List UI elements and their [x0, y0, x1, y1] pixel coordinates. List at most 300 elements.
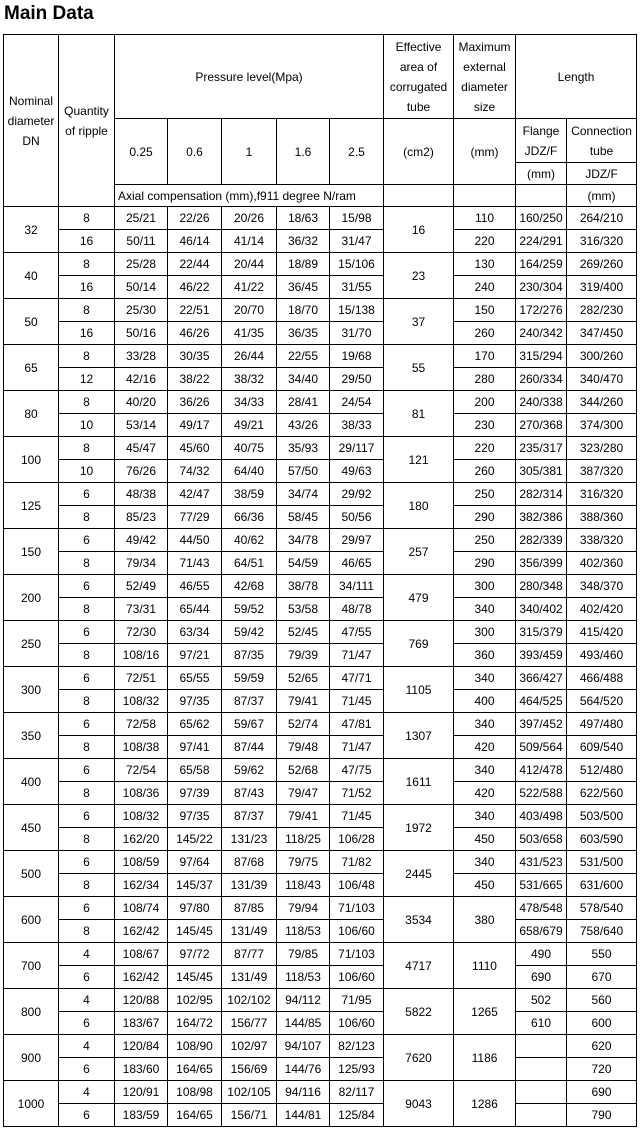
header-connection-tube-model: JDZ/F	[567, 163, 637, 185]
axial-compensation-cell: 144/81	[277, 1104, 330, 1127]
effective-area-cell: 5822	[384, 989, 454, 1035]
flange-length-cell: 270/368	[516, 414, 567, 437]
header-quantity-of-ripple: Quantity of ripple	[59, 35, 115, 207]
ripple-quantity-cell: 6	[59, 621, 115, 644]
axial-compensation-cell: 162/34	[115, 874, 168, 897]
axial-compensation-cell: 22/51	[168, 299, 222, 322]
axial-compensation-cell: 79/39	[277, 644, 330, 667]
header-blank	[384, 185, 454, 207]
axial-compensation-cell: 164/72	[168, 1012, 222, 1035]
axial-compensation-cell: 65/62	[168, 713, 222, 736]
table-row	[4, 483, 637, 506]
axial-compensation-cell: 31/70	[330, 322, 384, 345]
axial-compensation-cell: 46/22	[168, 276, 222, 299]
table-row	[4, 805, 637, 828]
axial-compensation-cell: 156/77	[222, 1012, 277, 1035]
axial-compensation-cell: 40/75	[222, 437, 277, 460]
pressure-level-header-0: 0.25	[115, 119, 168, 185]
nominal-diameter-cell: 600	[4, 897, 59, 943]
effective-area-cell: 1611	[384, 759, 454, 805]
effective-area-cell: 1972	[384, 805, 454, 851]
axial-compensation-cell: 108/16	[115, 644, 168, 667]
axial-compensation-cell: 156/69	[222, 1058, 277, 1081]
nominal-diameter-cell: 40	[4, 253, 59, 299]
axial-compensation-cell: 20/70	[222, 299, 277, 322]
flange-length-cell: 393/459	[516, 644, 567, 667]
max-diameter-cell: 240	[454, 276, 516, 299]
effective-area-cell: 23	[384, 253, 454, 299]
max-diameter-cell: 250	[454, 483, 516, 506]
axial-compensation-cell: 41/14	[222, 230, 277, 253]
axial-compensation-cell: 45/47	[115, 437, 168, 460]
axial-compensation-cell: 15/106	[330, 253, 384, 276]
connection-tube-length-cell: 497/480	[567, 713, 637, 736]
connection-tube-length-cell: 790	[567, 1104, 637, 1127]
axial-compensation-cell: 183/59	[115, 1104, 168, 1127]
header-length: Length	[516, 35, 637, 119]
flange-length-cell: 412/478	[516, 759, 567, 782]
axial-compensation-cell: 97/35	[168, 805, 222, 828]
axial-compensation-cell: 108/67	[115, 943, 168, 966]
flange-length-cell: 282/314	[516, 483, 567, 506]
axial-compensation-cell: 48/38	[115, 483, 168, 506]
axial-compensation-cell: 46/65	[330, 552, 384, 575]
axial-compensation-cell: 183/60	[115, 1058, 168, 1081]
axial-compensation-cell: 65/55	[168, 667, 222, 690]
ripple-quantity-cell: 8	[59, 690, 115, 713]
header-effective-area: Effective area of corrugated tube	[384, 35, 454, 119]
connection-tube-length-cell: 374/300	[567, 414, 637, 437]
connection-tube-length-cell: 670	[567, 966, 637, 989]
connection-tube-length-cell: 316/320	[567, 483, 637, 506]
axial-compensation-cell: 41/35	[222, 322, 277, 345]
axial-compensation-cell: 15/98	[330, 207, 384, 230]
flange-length-cell: 531/665	[516, 874, 567, 897]
effective-area-cell: 37	[384, 299, 454, 345]
table-header	[4, 35, 637, 207]
axial-compensation-cell: 108/74	[115, 897, 168, 920]
max-diameter-cell: 340	[454, 851, 516, 874]
axial-compensation-cell: 145/45	[168, 966, 222, 989]
axial-compensation-cell: 38/59	[222, 483, 277, 506]
axial-compensation-cell: 118/25	[277, 828, 330, 851]
header-max-external-diameter: Maximum external diameter size	[454, 35, 516, 119]
axial-compensation-cell: 52/65	[277, 667, 330, 690]
table-row	[4, 414, 637, 437]
flange-length-cell: 340/402	[516, 598, 567, 621]
axial-compensation-cell: 52/68	[277, 759, 330, 782]
header-connection-tube-unit: (mm)	[567, 185, 637, 207]
ripple-quantity-cell: 6	[59, 1058, 115, 1081]
axial-compensation-cell: 44/50	[168, 529, 222, 552]
table-row	[4, 276, 637, 299]
axial-compensation-cell: 42/47	[168, 483, 222, 506]
nominal-diameter-cell: 350	[4, 713, 59, 759]
ripple-quantity-cell: 8	[59, 345, 115, 368]
effective-area-cell: 3534	[384, 897, 454, 943]
flange-length-cell	[516, 1058, 567, 1081]
axial-compensation-cell: 22/26	[168, 207, 222, 230]
max-diameter-cell: 280	[454, 368, 516, 391]
axial-compensation-cell: 108/90	[168, 1035, 222, 1058]
connection-tube-length-cell: 319/400	[567, 276, 637, 299]
ripple-quantity-cell: 16	[59, 230, 115, 253]
axial-compensation-cell: 33/28	[115, 345, 168, 368]
axial-compensation-cell: 145/37	[168, 874, 222, 897]
flange-length-cell: 478/548	[516, 897, 567, 920]
ripple-quantity-cell: 8	[59, 253, 115, 276]
max-diameter-cell: 260	[454, 322, 516, 345]
table-row	[4, 621, 637, 644]
max-diameter-cell: 130	[454, 253, 516, 276]
flange-length-cell: 172/276	[516, 299, 567, 322]
axial-compensation-cell: 29/50	[330, 368, 384, 391]
axial-compensation-cell: 120/91	[115, 1081, 168, 1104]
axial-compensation-cell: 106/28	[330, 828, 384, 851]
effective-area-cell: 180	[384, 483, 454, 529]
axial-compensation-cell: 57/50	[277, 460, 330, 483]
axial-compensation-cell: 18/89	[277, 253, 330, 276]
axial-compensation-cell: 164/65	[168, 1058, 222, 1081]
axial-compensation-cell: 52/74	[277, 713, 330, 736]
axial-compensation-cell: 87/35	[222, 644, 277, 667]
connection-tube-length-cell: 550	[567, 943, 637, 966]
flange-length-cell: 610	[516, 1012, 567, 1035]
axial-compensation-cell: 42/16	[115, 368, 168, 391]
axial-compensation-cell: 97/21	[168, 644, 222, 667]
nominal-diameter-cell: 125	[4, 483, 59, 529]
axial-compensation-cell: 45/60	[168, 437, 222, 460]
table-row	[4, 529, 637, 552]
axial-compensation-cell: 108/38	[115, 736, 168, 759]
axial-compensation-cell: 97/39	[168, 782, 222, 805]
table-row	[4, 690, 637, 713]
axial-compensation-cell: 25/28	[115, 253, 168, 276]
ripple-quantity-cell: 6	[59, 713, 115, 736]
max-diameter-cell: 230	[454, 414, 516, 437]
axial-compensation-cell: 144/85	[277, 1012, 330, 1035]
axial-compensation-cell: 38/32	[222, 368, 277, 391]
table-row	[4, 1081, 637, 1104]
axial-compensation-cell: 34/74	[277, 483, 330, 506]
axial-compensation-cell: 34/40	[277, 368, 330, 391]
max-diameter-cell: 300	[454, 621, 516, 644]
axial-compensation-cell: 49/17	[168, 414, 222, 437]
axial-compensation-cell: 94/107	[277, 1035, 330, 1058]
max-diameter-cell: 340	[454, 805, 516, 828]
connection-tube-length-cell: 340/470	[567, 368, 637, 391]
ripple-quantity-cell: 6	[59, 897, 115, 920]
axial-compensation-cell: 144/76	[277, 1058, 330, 1081]
header-flange: Flange JDZ/F	[516, 119, 567, 163]
table-row	[4, 1012, 637, 1035]
table-row	[4, 1104, 637, 1127]
ripple-quantity-cell: 6	[59, 483, 115, 506]
axial-compensation-cell: 71/52	[330, 782, 384, 805]
table-row	[4, 552, 637, 575]
axial-compensation-cell: 46/55	[168, 575, 222, 598]
table-row	[4, 345, 637, 368]
effective-area-cell: 1105	[384, 667, 454, 713]
ripple-quantity-cell: 6	[59, 1012, 115, 1035]
axial-compensation-cell: 38/22	[168, 368, 222, 391]
axial-compensation-cell: 74/32	[168, 460, 222, 483]
table-row	[4, 368, 637, 391]
axial-compensation-cell: 46/14	[168, 230, 222, 253]
ripple-quantity-cell: 8	[59, 598, 115, 621]
axial-compensation-cell: 71/103	[330, 897, 384, 920]
axial-compensation-cell: 36/45	[277, 276, 330, 299]
connection-tube-length-cell: 620	[567, 1035, 637, 1058]
table-row	[4, 598, 637, 621]
max-diameter-cell: 360	[454, 644, 516, 667]
flange-length-cell: 490	[516, 943, 567, 966]
flange-length-cell: 503/658	[516, 828, 567, 851]
axial-compensation-cell: 97/64	[168, 851, 222, 874]
axial-compensation-cell: 65/44	[168, 598, 222, 621]
axial-compensation-cell: 77/29	[168, 506, 222, 529]
axial-compensation-cell: 79/94	[277, 897, 330, 920]
connection-tube-length-cell: 690	[567, 1081, 637, 1104]
axial-compensation-cell: 64/51	[222, 552, 277, 575]
max-diameter-cell: 340	[454, 667, 516, 690]
max-diameter-cell: 110	[454, 207, 516, 230]
ripple-quantity-cell: 8	[59, 644, 115, 667]
axial-compensation-cell: 120/84	[115, 1035, 168, 1058]
axial-compensation-cell: 43/26	[277, 414, 330, 437]
header-pressure-level: Pressure level(Mpa)	[115, 35, 384, 119]
ripple-quantity-cell: 6	[59, 529, 115, 552]
axial-compensation-cell: 162/42	[115, 966, 168, 989]
ripple-quantity-cell: 6	[59, 805, 115, 828]
flange-length-cell: 431/523	[516, 851, 567, 874]
flange-length-cell: 240/342	[516, 322, 567, 345]
axial-compensation-cell: 22/55	[277, 345, 330, 368]
nominal-diameter-cell: 450	[4, 805, 59, 851]
table-row	[4, 667, 637, 690]
axial-compensation-cell: 79/34	[115, 552, 168, 575]
flange-length-cell	[516, 1104, 567, 1127]
max-diameter-cell: 200	[454, 391, 516, 414]
axial-compensation-cell: 35/93	[277, 437, 330, 460]
axial-compensation-cell: 50/56	[330, 506, 384, 529]
nominal-diameter-cell: 100	[4, 437, 59, 483]
axial-compensation-cell: 71/103	[330, 943, 384, 966]
nominal-diameter-cell: 32	[4, 207, 59, 253]
connection-tube-length-cell: 503/500	[567, 805, 637, 828]
connection-tube-length-cell: 603/590	[567, 828, 637, 851]
axial-compensation-cell: 87/37	[222, 690, 277, 713]
axial-compensation-cell: 26/44	[222, 345, 277, 368]
axial-compensation-cell: 46/26	[168, 322, 222, 345]
axial-compensation-cell: 183/67	[115, 1012, 168, 1035]
axial-compensation-cell: 94/116	[277, 1081, 330, 1104]
effective-area-cell: 9043	[384, 1081, 454, 1127]
axial-compensation-cell: 50/11	[115, 230, 168, 253]
flange-length-cell: 382/386	[516, 506, 567, 529]
connection-tube-length-cell: 402/360	[567, 552, 637, 575]
nominal-diameter-cell: 200	[4, 575, 59, 621]
table-row	[4, 851, 637, 874]
header-flange-unit: (mm)	[516, 163, 567, 185]
axial-compensation-cell: 156/71	[222, 1104, 277, 1127]
axial-compensation-cell: 71/47	[330, 736, 384, 759]
connection-tube-length-cell: 348/370	[567, 575, 637, 598]
flange-length-cell: 356/399	[516, 552, 567, 575]
axial-compensation-cell: 118/53	[277, 966, 330, 989]
axial-compensation-cell: 106/60	[330, 1012, 384, 1035]
axial-compensation-cell: 49/63	[330, 460, 384, 483]
max-diameter-cell: 380	[454, 897, 516, 943]
axial-compensation-cell: 31/47	[330, 230, 384, 253]
axial-compensation-cell: 72/51	[115, 667, 168, 690]
axial-compensation-cell: 79/75	[277, 851, 330, 874]
axial-compensation-cell: 79/85	[277, 943, 330, 966]
flange-length-cell: 502	[516, 989, 567, 1012]
effective-area-cell: 479	[384, 575, 454, 621]
axial-compensation-cell: 34/78	[277, 529, 330, 552]
axial-compensation-cell: 29/117	[330, 437, 384, 460]
ripple-quantity-cell: 16	[59, 322, 115, 345]
max-diameter-cell: 1186	[454, 1035, 516, 1081]
table-row	[4, 943, 637, 966]
axial-compensation-cell: 131/23	[222, 828, 277, 851]
axial-compensation-cell: 20/26	[222, 207, 277, 230]
table-body	[4, 207, 637, 1127]
flange-length-cell: 464/525	[516, 690, 567, 713]
connection-tube-length-cell: 609/540	[567, 736, 637, 759]
flange-length-cell: 397/452	[516, 713, 567, 736]
connection-tube-length-cell: 578/540	[567, 897, 637, 920]
axial-compensation-cell: 97/35	[168, 690, 222, 713]
axial-compensation-cell: 71/45	[330, 805, 384, 828]
table-row	[4, 230, 637, 253]
ripple-quantity-cell: 8	[59, 736, 115, 759]
ripple-quantity-cell: 8	[59, 920, 115, 943]
flange-length-cell: 305/381	[516, 460, 567, 483]
ripple-quantity-cell: 8	[59, 391, 115, 414]
flange-length-cell: 280/348	[516, 575, 567, 598]
ripple-quantity-cell: 6	[59, 759, 115, 782]
table-row	[4, 644, 637, 667]
table-row	[4, 253, 637, 276]
max-diameter-cell: 420	[454, 782, 516, 805]
connection-tube-length-cell: 316/320	[567, 230, 637, 253]
axial-compensation-cell: 82/117	[330, 1081, 384, 1104]
axial-compensation-cell: 19/68	[330, 345, 384, 368]
nominal-diameter-cell: 700	[4, 943, 59, 989]
axial-compensation-cell: 30/35	[168, 345, 222, 368]
effective-area-cell: 121	[384, 437, 454, 483]
table-row	[4, 391, 637, 414]
axial-compensation-cell: 85/23	[115, 506, 168, 529]
max-diameter-cell: 400	[454, 690, 516, 713]
pressure-level-header-1: 0.6	[168, 119, 222, 185]
ripple-quantity-cell: 6	[59, 667, 115, 690]
flange-length-cell: 366/427	[516, 667, 567, 690]
axial-compensation-cell: 63/34	[168, 621, 222, 644]
connection-tube-length-cell: 531/500	[567, 851, 637, 874]
flange-length-cell	[516, 1081, 567, 1104]
pressure-level-header-4: 2.5	[330, 119, 384, 185]
connection-tube-length-cell: 758/640	[567, 920, 637, 943]
axial-compensation-cell: 71/45	[330, 690, 384, 713]
table-row	[4, 322, 637, 345]
pressure-level-header-2: 1	[222, 119, 277, 185]
connection-tube-length-cell: 264/210	[567, 207, 637, 230]
axial-compensation-cell: 38/78	[277, 575, 330, 598]
axial-compensation-cell: 59/52	[222, 598, 277, 621]
table-row	[4, 897, 637, 920]
max-diameter-cell: 1265	[454, 989, 516, 1035]
axial-compensation-cell: 65/58	[168, 759, 222, 782]
axial-compensation-cell: 79/41	[277, 805, 330, 828]
ripple-quantity-cell: 16	[59, 276, 115, 299]
axial-compensation-cell: 87/37	[222, 805, 277, 828]
table-row	[4, 437, 637, 460]
connection-tube-length-cell: 338/320	[567, 529, 637, 552]
flange-length-cell: 160/250	[516, 207, 567, 230]
connection-tube-length-cell: 282/230	[567, 299, 637, 322]
axial-compensation-cell: 20/44	[222, 253, 277, 276]
max-diameter-cell: 340	[454, 759, 516, 782]
axial-compensation-cell: 22/44	[168, 253, 222, 276]
axial-compensation-cell: 48/78	[330, 598, 384, 621]
axial-compensation-cell: 50/14	[115, 276, 168, 299]
axial-compensation-cell: 118/53	[277, 920, 330, 943]
axial-compensation-cell: 49/21	[222, 414, 277, 437]
table-row	[4, 460, 637, 483]
table-row	[4, 782, 637, 805]
max-diameter-cell: 340	[454, 713, 516, 736]
axial-compensation-cell: 94/112	[277, 989, 330, 1012]
axial-compensation-cell: 47/71	[330, 667, 384, 690]
axial-compensation-cell: 28/41	[277, 391, 330, 414]
connection-tube-length-cell: 388/360	[567, 506, 637, 529]
max-diameter-cell: 250	[454, 529, 516, 552]
max-diameter-cell: 340	[454, 598, 516, 621]
nominal-diameter-cell: 80	[4, 391, 59, 437]
nominal-diameter-cell: 800	[4, 989, 59, 1035]
connection-tube-length-cell: 564/520	[567, 690, 637, 713]
max-diameter-cell: 260	[454, 460, 516, 483]
axial-compensation-cell: 58/45	[277, 506, 330, 529]
ripple-quantity-cell: 8	[59, 828, 115, 851]
nominal-diameter-cell: 50	[4, 299, 59, 345]
flange-length-cell: 240/338	[516, 391, 567, 414]
ripple-quantity-cell: 4	[59, 1081, 115, 1104]
axial-compensation-cell: 97/41	[168, 736, 222, 759]
connection-tube-length-cell: 720	[567, 1058, 637, 1081]
axial-compensation-cell: 52/45	[277, 621, 330, 644]
nominal-diameter-cell: 250	[4, 621, 59, 667]
connection-tube-length-cell: 622/560	[567, 782, 637, 805]
flange-length-cell: 690	[516, 966, 567, 989]
flange-length-cell: 658/679	[516, 920, 567, 943]
effective-area-cell: 769	[384, 621, 454, 667]
axial-compensation-cell: 102/95	[168, 989, 222, 1012]
axial-compensation-cell: 64/40	[222, 460, 277, 483]
max-diameter-cell: 420	[454, 736, 516, 759]
axial-compensation-cell: 87/77	[222, 943, 277, 966]
flange-length-cell: 315/379	[516, 621, 567, 644]
connection-tube-length-cell: 344/260	[567, 391, 637, 414]
table-row	[4, 299, 637, 322]
ripple-quantity-cell: 4	[59, 989, 115, 1012]
axial-compensation-cell: 72/30	[115, 621, 168, 644]
header-connection-tube: Connection tube	[567, 119, 637, 163]
axial-compensation-cell: 29/97	[330, 529, 384, 552]
